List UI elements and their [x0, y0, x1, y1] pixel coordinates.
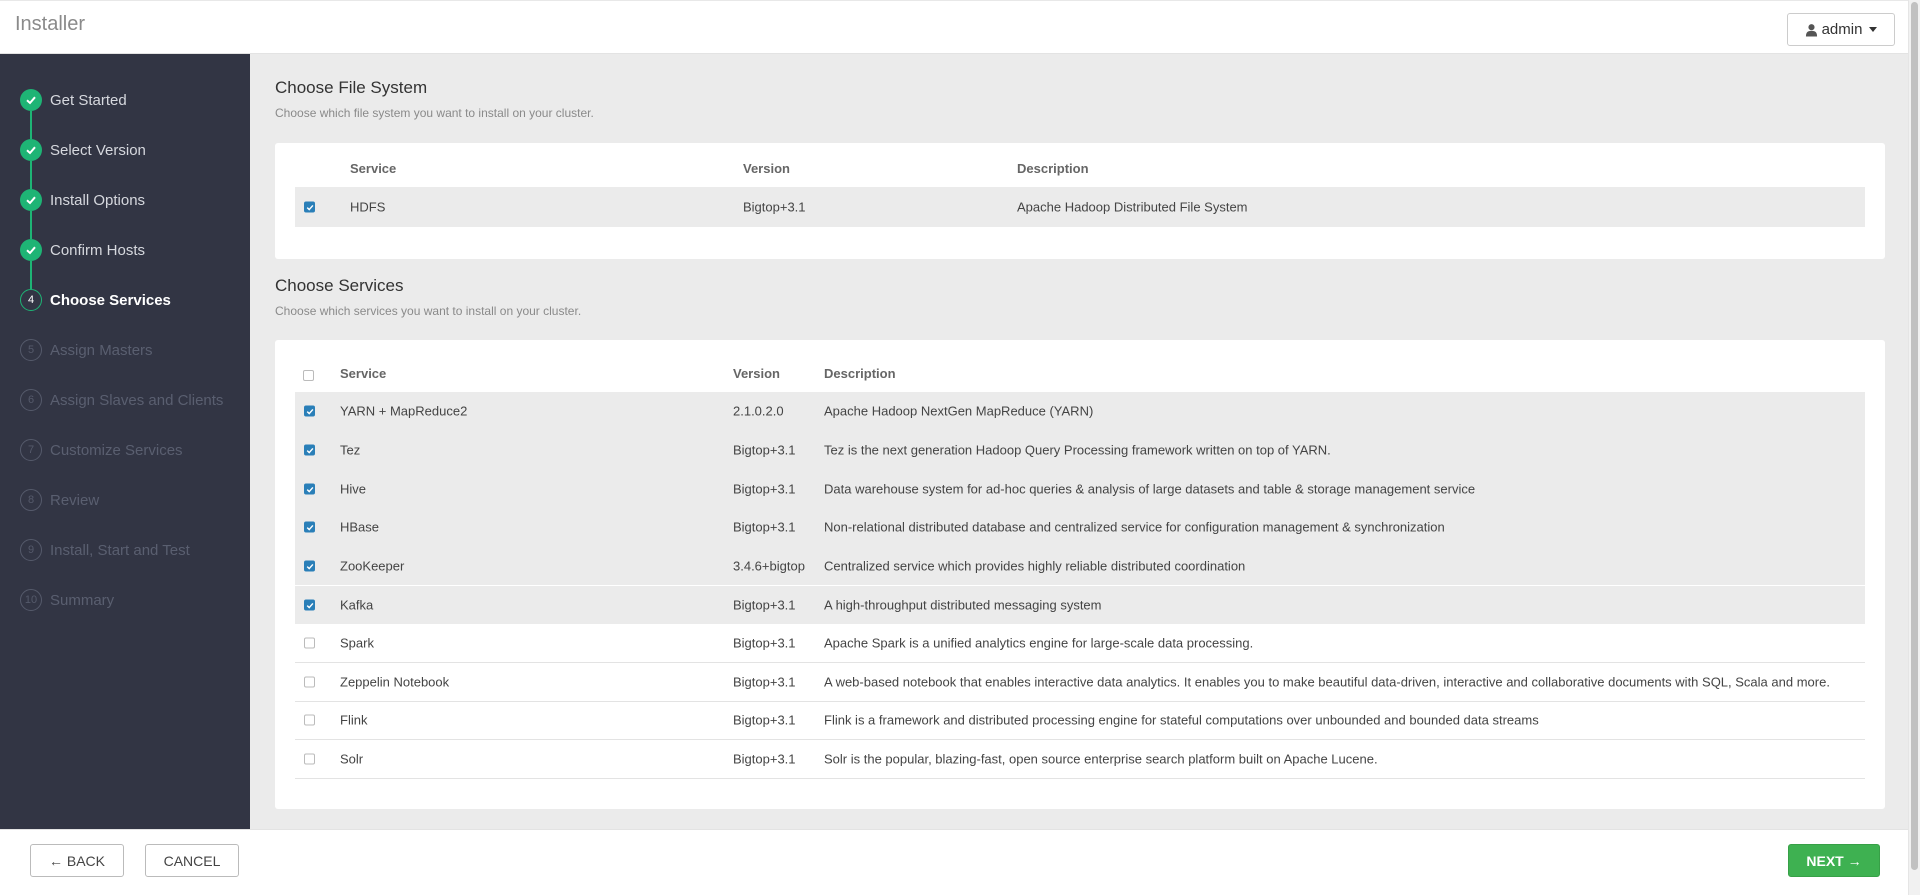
sidebar-step-8 [0, 430, 250, 470]
services-row-tez[interactable] [295, 431, 1865, 470]
check-icon [20, 189, 42, 211]
step-connector [30, 261, 32, 289]
sidebar-step-label: Select Version [50, 141, 146, 159]
services-title: Choose Services [275, 276, 404, 295]
cell-service: Flink [340, 712, 368, 728]
sidebar-step-5[interactable] [0, 280, 250, 320]
service-checkbox[interactable] [304, 715, 315, 726]
wizard-sidebar [0, 54, 250, 829]
filesystem-title: Choose File System [275, 78, 428, 97]
service-checkbox[interactable] [304, 202, 315, 213]
sidebar-step-label: Review [50, 491, 100, 509]
cell-description: Solr is the popular, blazing-fast, open source enterprise search platform built on Apache Lucene. [824, 751, 1378, 767]
cell-description: Tez is the next generation Hadoop Query Processing framework written on top of YARN. [824, 442, 1331, 458]
next-button[interactable]: NEXT → [1788, 844, 1880, 877]
cell-service: Solr [340, 751, 364, 767]
cell-description: Non-relational distributed database and centralized service for configuration management & synchronization [824, 519, 1445, 535]
sidebar-step-2[interactable] [0, 130, 250, 170]
cell-version: 3.4.6+bigtop [733, 558, 805, 574]
services-row-yarn-mapreduce2[interactable] [295, 392, 1865, 431]
step-connector [30, 161, 32, 189]
sidebar-step-10 [0, 530, 250, 570]
user-menu-button[interactable] [1787, 13, 1895, 46]
cancel-button[interactable]: CANCEL [145, 844, 239, 877]
step-number: 4 [20, 289, 42, 311]
cell-service: Spark [340, 635, 374, 651]
services-subtitle: Choose which services you want to install on your cluster. [275, 304, 582, 318]
filesystem-col-version: Version [743, 161, 790, 176]
services-card [275, 340, 1885, 809]
service-checkbox[interactable] [304, 483, 315, 494]
cell-service: Kafka [340, 597, 374, 613]
cell-service: YARN + MapReduce2 [340, 403, 468, 419]
cell-description: Apache Hadoop Distributed File System [1017, 199, 1248, 215]
filesystem-card [275, 143, 1885, 259]
cell-service: ZooKeeper [340, 558, 405, 574]
cell-version: Bigtop+3.1 [743, 199, 806, 215]
select-all-checkbox[interactable] [303, 370, 314, 381]
service-checkbox[interactable] [304, 522, 315, 533]
service-checkbox[interactable] [304, 638, 315, 649]
sidebar-step-1[interactable] [0, 80, 250, 120]
user-icon [1805, 23, 1818, 37]
cell-version: Bigtop+3.1 [733, 519, 796, 535]
cell-service: Hive [340, 481, 367, 497]
cell-version: Bigtop+3.1 [733, 674, 796, 690]
services-col-description: Description [824, 366, 896, 381]
cell-version: Bigtop+3.1 [733, 442, 796, 458]
services-row-kafka[interactable] [295, 586, 1865, 625]
sidebar-step-3[interactable] [0, 180, 250, 220]
cell-version: 2.1.0.2.0 [733, 403, 784, 419]
sidebar-step-11 [0, 580, 250, 620]
step-number: 6 [20, 389, 42, 411]
service-checkbox[interactable] [304, 406, 315, 417]
sidebar-step-label: Assign Masters [50, 341, 153, 359]
services-col-version: Version [733, 366, 780, 381]
cell-description: Centralized service which provides highly reliable distributed coordination [824, 558, 1246, 574]
services-row-solr[interactable] [295, 740, 1865, 779]
sidebar-step-label: Get Started [50, 91, 127, 109]
services-row-hive[interactable] [295, 469, 1865, 508]
cell-service: Zeppelin Notebook [340, 674, 450, 690]
sidebar-step-label: Install, Start and Test [50, 541, 190, 559]
cell-version: Bigtop+3.1 [733, 712, 796, 728]
main-content [250, 54, 1908, 829]
sidebar-step-9 [0, 480, 250, 520]
cell-service: HDFS [350, 199, 386, 215]
check-icon [20, 139, 42, 161]
cell-description: A high-throughput distributed messaging system [824, 597, 1102, 613]
cell-description: A web-based notebook that enables interactive data analytics. It enables you to make beautiful data-driven, interactive and collaborative documents with SQL, Scala and more. [824, 674, 1830, 690]
step-connector [30, 211, 32, 239]
service-checkbox[interactable] [304, 445, 315, 456]
vertical-scrollbar[interactable] [1908, 0, 1920, 895]
sidebar-step-label: Confirm Hosts [50, 241, 146, 259]
step-number: 9 [20, 539, 42, 561]
step-connector [30, 111, 32, 139]
cell-description: Data warehouse system for ad-hoc queries & analysis of large datasets and table & storage management service [824, 481, 1476, 497]
step-number: 7 [20, 439, 42, 461]
services-row-zookeeper[interactable] [295, 547, 1865, 586]
back-button[interactable]: ← BACK [30, 844, 124, 877]
filesystem-col-service: Service [350, 161, 397, 176]
filesystem-subtitle: Choose which file system you want to install on your cluster. [275, 106, 594, 120]
service-checkbox[interactable] [304, 676, 315, 687]
sidebar-step-label: Install Options [50, 191, 146, 209]
sidebar-step-label: Customize Services [50, 441, 183, 459]
scrollbar-thumb[interactable] [1911, 2, 1918, 870]
check-icon [20, 89, 42, 111]
cell-version: Bigtop+3.1 [733, 635, 796, 651]
step-number: 5 [20, 339, 42, 361]
wizard-footer [0, 829, 1908, 895]
service-checkbox[interactable] [304, 599, 315, 610]
services-row-flink[interactable] [295, 702, 1865, 741]
filesystem-row-hdfs[interactable] [295, 187, 1865, 227]
cell-version: Bigtop+3.1 [733, 481, 796, 497]
filesystem-col-description: Description [1017, 161, 1089, 176]
sidebar-step-label: Summary [50, 591, 115, 609]
cell-description: Apache Spark is a unified analytics engine for large-scale data processing. [824, 635, 1254, 651]
cell-service: HBase [340, 519, 380, 535]
sidebar-step-7 [0, 380, 250, 420]
sidebar-step-label: Choose Services [50, 291, 171, 309]
cell-description: Apache Hadoop NextGen MapReduce (YARN) [824, 403, 1094, 419]
top-header [0, 0, 1908, 54]
step-number: 10 [20, 589, 42, 611]
service-checkbox[interactable] [304, 754, 315, 765]
services-row-zeppelin-notebook[interactable] [295, 663, 1865, 702]
check-icon [20, 239, 42, 261]
service-checkbox[interactable] [304, 561, 315, 572]
chevron-down-icon [1869, 27, 1877, 32]
services-row-hbase[interactable] [295, 508, 1865, 547]
cell-version: Bigtop+3.1 [733, 597, 796, 613]
cell-service: Tez [340, 442, 361, 458]
services-row-spark[interactable] [295, 624, 1865, 663]
sidebar-step-6 [0, 330, 250, 370]
cell-description: Flink is a framework and distributed processing engine for stateful computations over unbounded and bounded data streams [824, 712, 1539, 728]
user-name: admin [1821, 21, 1863, 38]
app-title: Installer [15, 13, 86, 35]
step-number: 8 [20, 489, 42, 511]
sidebar-step-4[interactable] [0, 230, 250, 270]
cell-version: Bigtop+3.1 [733, 751, 796, 767]
sidebar-step-label: Assign Slaves and Clients [50, 391, 224, 409]
services-col-service: Service [340, 366, 387, 381]
